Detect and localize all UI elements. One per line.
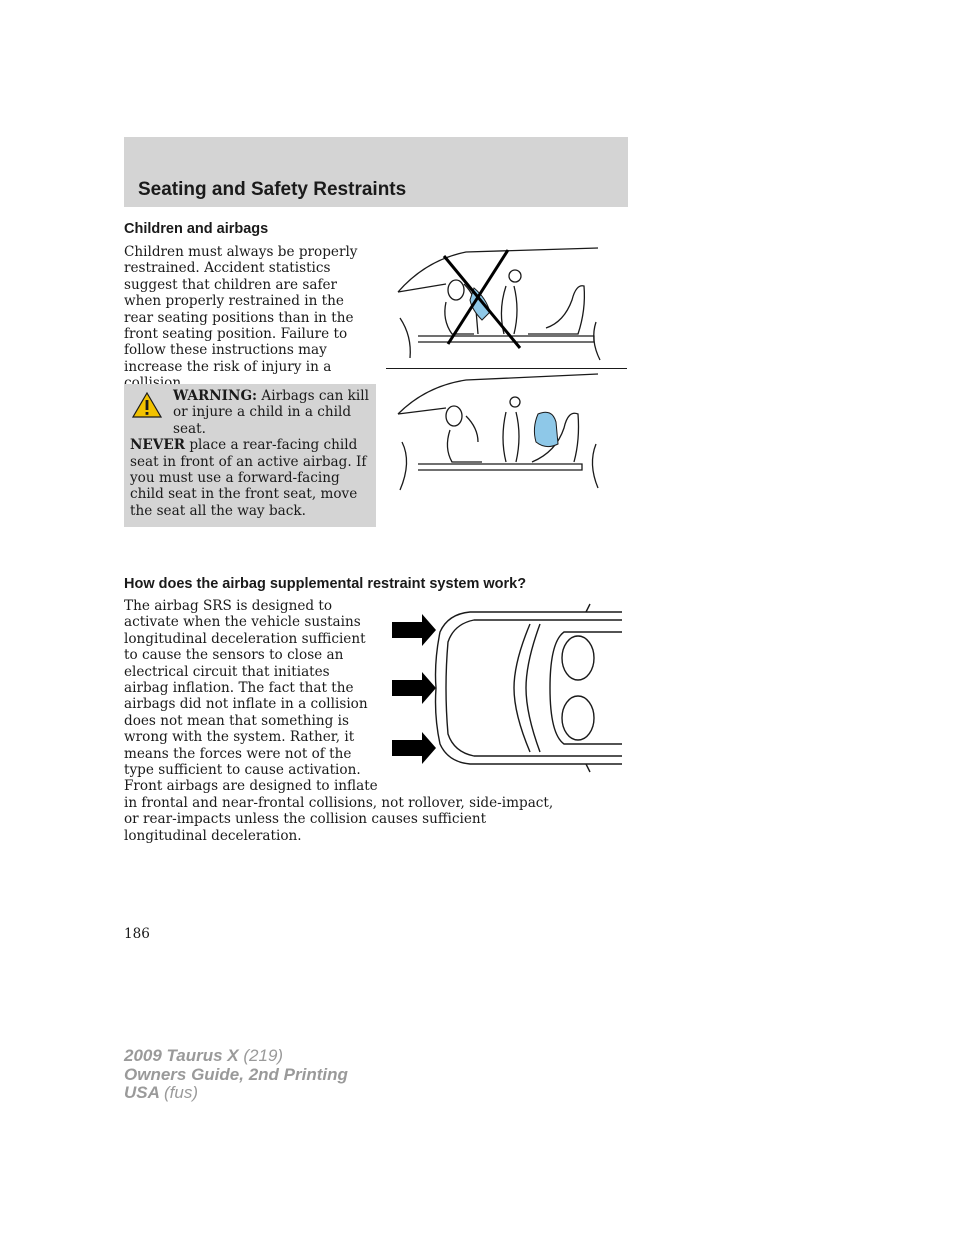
section-title: Seating and Safety Restraints: [138, 179, 407, 200]
warning-text: [130, 388, 370, 519]
warning-label: WARNING:: [173, 388, 258, 404]
warning-box: [124, 384, 376, 527]
figure-wrap-spacer: [378, 598, 554, 782]
footer-line-3: USA (fus): [124, 1083, 198, 1102]
page-number: 186: [124, 926, 150, 942]
footer-line-2: Owners Guide, 2nd Printing: [124, 1064, 348, 1084]
correct-rear-child-seat-illustration: [386, 372, 628, 494]
children-airbags-paragraph: Children must always be properly restrained. Accident statistics suggest that children are safer when properly restrained in the rear seating positions than in the front seating position. Failure to follow these instructions may increase the risk of injury in a: [124, 244, 358, 375]
warning-text-part2: place a rear-facing child seat in front of an active airbag. If you must use a forward-facing child seat in the front seat, move the seat all the way back.: [130, 437, 367, 519]
section-header-band: [124, 137, 628, 207]
footer-publication-info: [124, 1047, 348, 1103]
figure-divider: [386, 368, 627, 369]
footer-line-1: 2009 Taurus X (219): [124, 1046, 284, 1065]
airbag-srs-paragraph: The airbag SRS is designed to activate when the vehicle sustains longitudinal deceleration sufficient to cause the sensors to close an electrical circuit that initiates airbag inflation. The fact that the airbags did not inflate in a collision does not mean that something is wrong with the system. Rather, it means the forces were not of the type sufficient to cause activation. Front airbags are designed to inflate in frontal and near-frontal collisions, not rollover, side-impact, or rear-impacts unless the collision causes sufficient longitudinal deceleration.: [124, 598, 554, 844]
warning-text-part1: Airbags can kill or injure a child in a child seat.: [173, 388, 369, 437]
airbag-srs-paragraph-top: [124, 598, 554, 844]
incorrect-front-child-seat-illustration: [386, 240, 628, 368]
warning-never: NEVER: [130, 437, 185, 454]
heading-airbag-srs: How does the airbag supplemental restraint system work?: [124, 576, 527, 592]
heading-children-airbags: Children and airbags: [124, 221, 269, 237]
